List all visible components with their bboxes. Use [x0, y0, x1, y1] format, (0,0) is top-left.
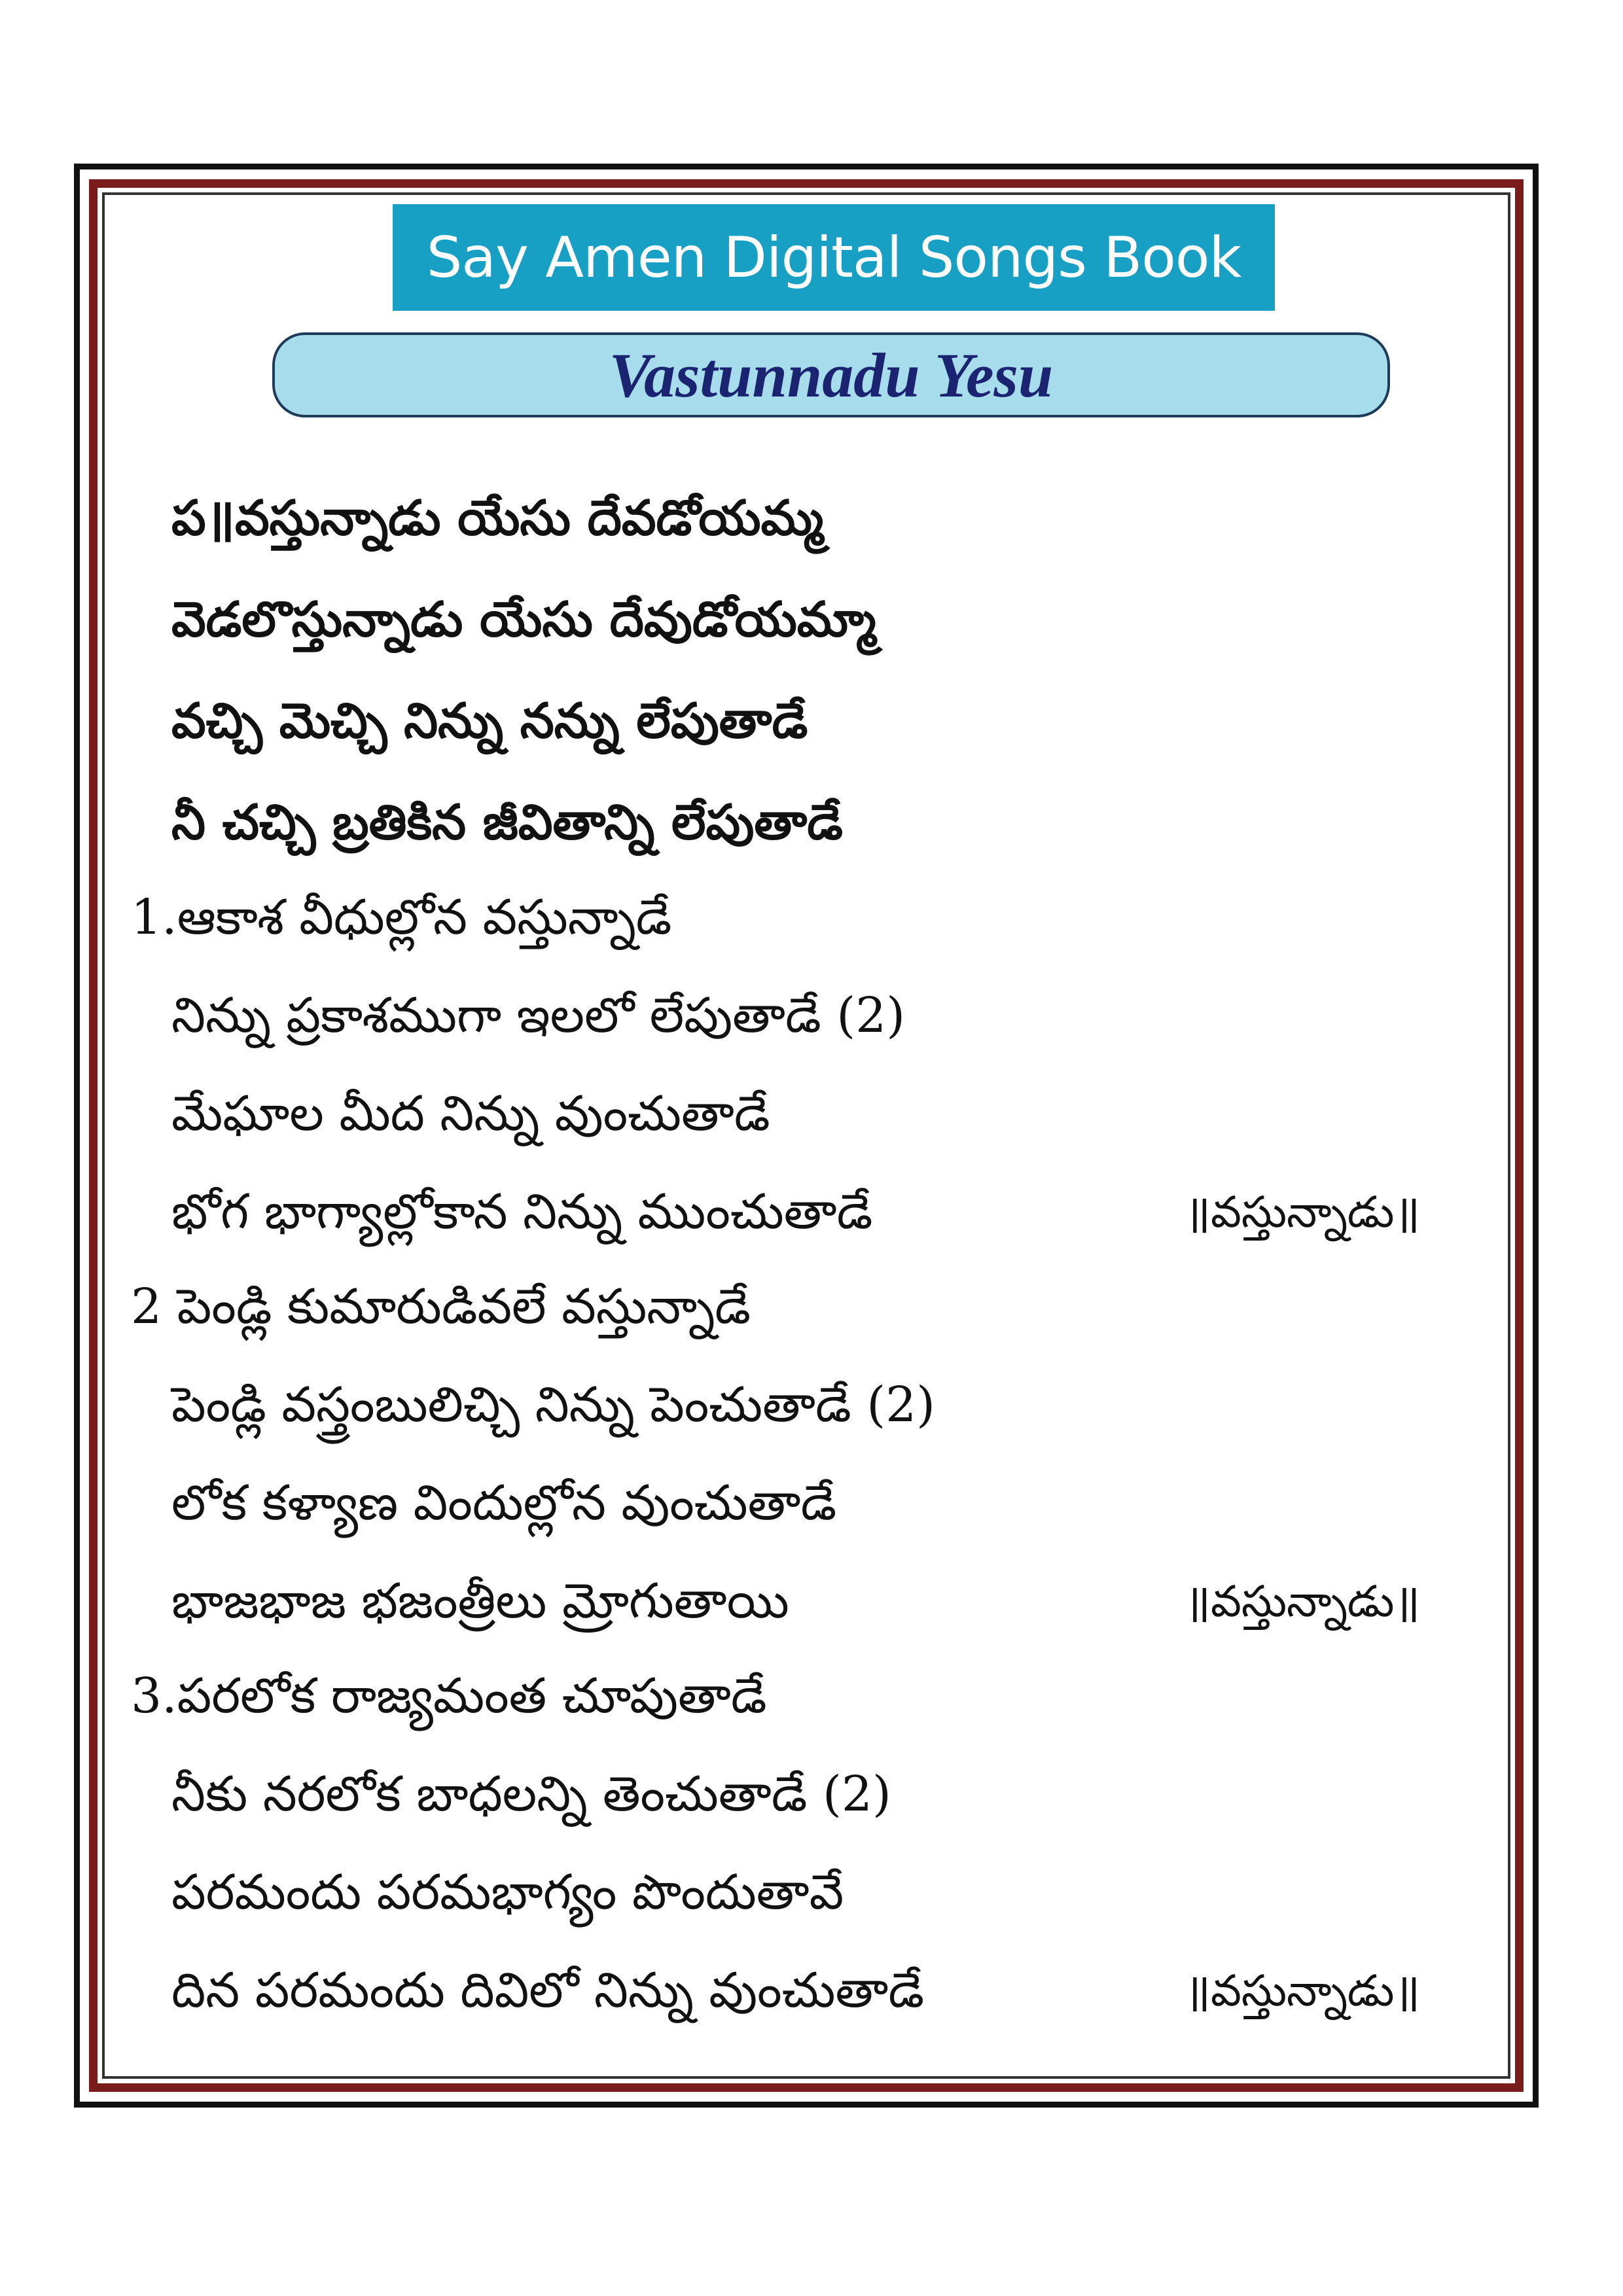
verse-line: పరమందు పరమభాగ్యం పొందుతావే [171, 1864, 844, 1920]
pallavi-line: నీ చచ్చి బ్రతికిన జీవితాన్ని లేపుతాడే [171, 794, 843, 851]
verse-line: దిన పరమందు దివిలో నిన్ను వుంచుతాడే [171, 1962, 925, 2019]
book-banner [393, 204, 1275, 311]
verse-line: నీకు నరలోక బాధలన్ని తెంచుతాడే (2) [171, 1766, 891, 1822]
verse-line: 1.ఆకాశ వీధుల్లోన వస్తున్నాడే [131, 889, 672, 945]
pallavi-line: ప॥వస్తున్నాడు యేసు దేవడోయమ్మ [171, 490, 824, 546]
song-title: Vastunnadu Yesu [609, 340, 1054, 410]
verse-line: పెండ్లి వస్త్రంబులిచ్చి నిన్ను పెంచుతాడే (2) [171, 1377, 936, 1433]
refrain-marker: ॥వస్తున్నాడు॥ [1185, 1966, 1420, 2016]
pallavi-line: వచ్చి మెచ్చి నిన్ను నన్ను లేపుతాడే [171, 693, 808, 749]
verse-line: భోగ భాగ్యాల్లోకాన నిన్ను ముంచుతాడే [171, 1184, 873, 1240]
refrain-marker: ॥వస్తున్నాడు॥ [1185, 1576, 1420, 1627]
verse-line: 2 పెండ్లి కుమారుడివలే వస్తున్నాడే [131, 1279, 751, 1335]
verse-line: 3.పరలోక రాజ్యమంత చూపుతాడే [131, 1668, 767, 1724]
book-title: Say Amen Digital Songs Book [426, 224, 1241, 291]
verse-line: భాజభాజ భజంత్రీలు మ్రోగుతాయి [171, 1573, 789, 1629]
verse-line: మేఘాల మీద నిన్ను వుంచుతాడే [171, 1086, 770, 1142]
refrain-marker: ॥వస్తున్నాడు॥ [1185, 1187, 1420, 1237]
verse-line: లోక కళ్యాణ విందుల్లోన వుంచుతాడే [171, 1475, 837, 1531]
song-title-box [272, 332, 1390, 417]
verse-line: నిన్ను ప్రకాశముగా ఇలలో లేపుతాడే (2) [171, 987, 906, 1044]
pallavi-line: వెడలొస్తున్నాడు యేసు దేవుడోయమ్మా [171, 592, 876, 648]
